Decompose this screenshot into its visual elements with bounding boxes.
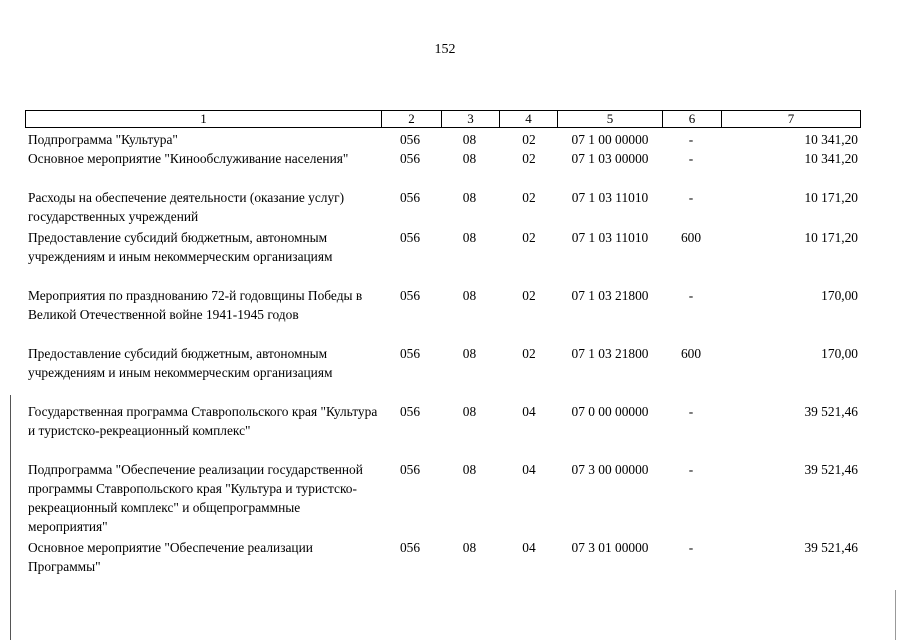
row-col-7: 39 521,46	[804, 462, 858, 477]
row-col-7: 10 171,20	[804, 230, 858, 245]
row-col-4: 02	[522, 346, 536, 361]
row-col-2: 056	[399, 190, 421, 205]
row-name: Расходы на обеспечение деятельности (оказание услуг) государственных учреждений	[28, 190, 345, 224]
row-col-7: 39 521,46	[804, 540, 858, 555]
row-col-3: 08	[462, 404, 477, 419]
row-name: Подпрограмма "Культура"	[28, 132, 178, 147]
row-col-4: 04	[522, 462, 536, 477]
row-col-3: 08	[462, 540, 477, 555]
row-col-4: 04	[522, 404, 536, 419]
row-col-3: 08	[462, 462, 477, 477]
row-col-3: 08	[462, 230, 477, 245]
row-col-7: 170,00	[821, 288, 858, 303]
row-col-6: -	[688, 404, 694, 419]
scan-edge-left	[10, 395, 11, 640]
row-name: Основное мероприятие "Обеспечение реализации Программы"	[28, 540, 313, 574]
row-col-6: -	[688, 540, 694, 555]
row-col-5: 07 1 03 21800	[571, 346, 649, 361]
row-col-3: 08	[462, 151, 477, 166]
row-col-3: 08	[462, 132, 477, 147]
row-col-6: -	[688, 462, 694, 477]
row-col-5: 07 1 03 11010	[571, 230, 649, 245]
row-col-4: 02	[522, 190, 536, 205]
row-col-4: 02	[522, 288, 536, 303]
row-col-5: 07 3 00 00000	[571, 462, 649, 477]
row-name: Предоставление субсидий бюджетным, автономным учреждениям и иным некоммерческим организациям	[28, 346, 333, 380]
row-col-5: 07 1 03 00000	[571, 151, 649, 166]
row-name: Предоставление субсидий бюджетным, автономным учреждениям и иным некоммерческим организациям	[28, 230, 333, 264]
header-col-6: 6	[662, 110, 722, 128]
row-col-5: 07 0 00 00000	[571, 404, 649, 419]
row-col-2: 056	[399, 151, 421, 166]
row-col-6: 600	[680, 230, 702, 245]
row-col-4: 02	[522, 132, 536, 147]
header-col-3: 3	[441, 110, 500, 128]
row-col-7: 10 341,20	[804, 151, 858, 166]
header-col-2: 2	[381, 110, 442, 128]
row-col-6: -	[688, 132, 694, 147]
row-col-7: 39 521,46	[804, 404, 858, 419]
row-col-2: 056	[399, 462, 421, 477]
row-col-2: 056	[399, 346, 421, 361]
scan-edge-right	[895, 590, 896, 640]
row-name: Государственная программа Ставропольского края "Культура и туристско-рекреационный комплекс"	[28, 404, 378, 438]
row-col-3: 08	[462, 346, 477, 361]
row-col-2: 056	[399, 540, 421, 555]
row-col-4: 04	[522, 540, 536, 555]
row-col-2: 056	[399, 132, 421, 147]
header-col-4: 4	[499, 110, 558, 128]
row-name: Подпрограмма "Обеспечение реализации государственной программы Ставропольского края "Культура и туристско-рекреационный комплекс" и общепрограммные мероприятия"	[28, 462, 363, 534]
row-name: Мероприятия по празднованию 72-й годовщины Победы в Великой Отечественной войне 1941-1945 годов	[28, 288, 363, 322]
row-col-3: 08	[462, 288, 477, 303]
row-col-2: 056	[399, 404, 421, 419]
row-col-4: 02	[522, 151, 536, 166]
page-number: 152	[434, 42, 456, 57]
header-col-1: 1	[25, 110, 382, 128]
row-col-6: 600	[680, 346, 702, 361]
row-col-6: -	[688, 151, 694, 166]
header-col-7: 7	[721, 110, 861, 128]
row-col-7: 10 171,20	[804, 190, 858, 205]
row-name: Основное мероприятие "Кинообслуживание населения"	[28, 151, 349, 166]
row-col-4: 02	[522, 230, 536, 245]
row-col-3: 08	[462, 190, 477, 205]
row-col-5: 07 1 03 21800	[571, 288, 649, 303]
row-col-6: -	[688, 288, 694, 303]
row-col-5: 07 1 03 11010	[571, 190, 649, 205]
row-col-2: 056	[399, 288, 421, 303]
header-col-5: 5	[557, 110, 663, 128]
row-col-6: -	[688, 190, 694, 205]
row-col-2: 056	[399, 230, 421, 245]
row-col-5: 07 1 00 00000	[571, 132, 649, 147]
row-col-7: 170,00	[821, 346, 858, 361]
row-col-5: 07 3 01 00000	[571, 540, 649, 555]
row-col-7: 10 341,20	[804, 132, 858, 147]
